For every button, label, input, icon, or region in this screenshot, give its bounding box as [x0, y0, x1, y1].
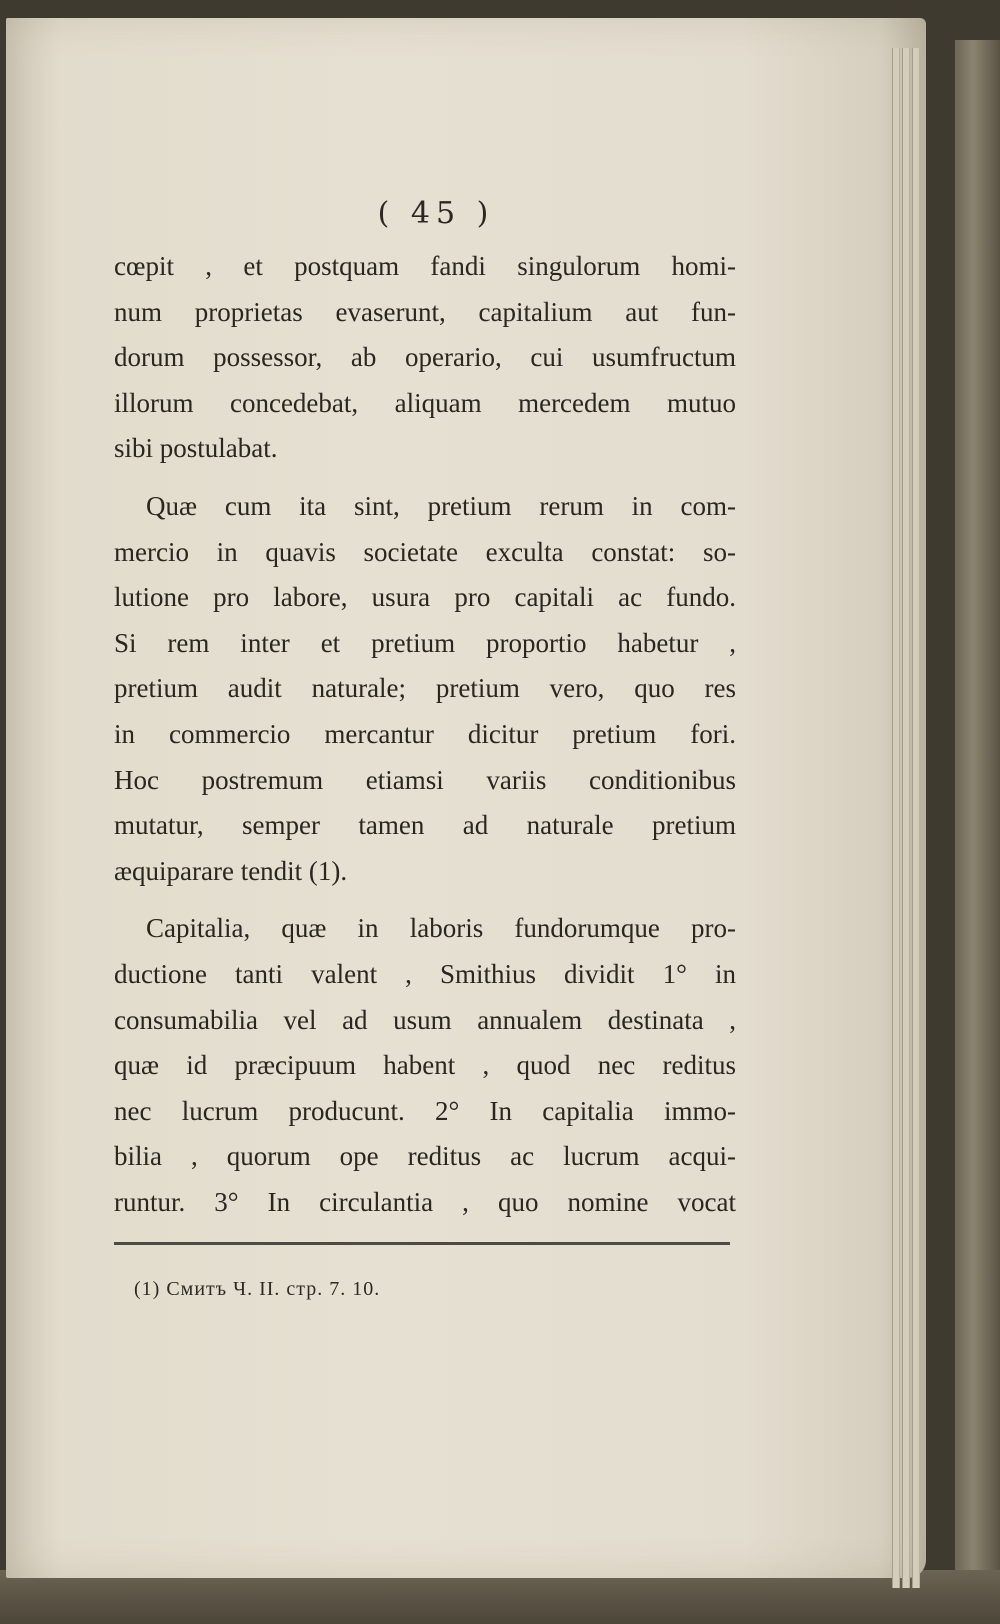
text-line: æquiparare tendit (1).	[114, 855, 348, 886]
text-line: ductione tanti valent , Smithius dividit 1° in	[114, 958, 736, 989]
page-edge-stack	[902, 48, 910, 1588]
text-line: consumabilia vel ad usum annualem destinata ,	[114, 1004, 736, 1035]
body-text	[114, 244, 736, 1237]
text-line: cœpit , et postquam fandi singulorum homi-	[114, 251, 736, 281]
text-line: mutatur, semper tamen ad naturale pretium	[114, 810, 736, 841]
text-line: dorum possessor, ab operario, cui usumfructum	[114, 342, 736, 373]
paper-page	[6, 18, 926, 1578]
text-line: Si rem inter et pretium proportio habetur ,	[114, 627, 736, 658]
text-line: quæ id præcipuum habent , quod nec reditus	[114, 1050, 736, 1081]
text-line: bilia , quorum ope reditus ac lucrum acqui-	[114, 1141, 736, 1172]
paragraph-2	[114, 484, 736, 894]
text-line: nec lucrum producunt. 2° In capitalia immo-	[114, 1095, 736, 1126]
text-line: num proprietas evaserunt, capitalium aut fun-	[114, 296, 736, 327]
text-line: runtur. 3° In circulantia , quo nomine vocat	[114, 1186, 736, 1217]
paragraph-1	[114, 244, 736, 472]
text-line: lutione pro labore, usura pro capitali ac fundo.	[114, 582, 736, 613]
text-line: mercio in quavis societate exculta constat: so-	[114, 536, 736, 567]
page-number: ( 45 )	[377, 196, 495, 231]
text-line: in commercio mercantur dicitur pretium fori.	[114, 718, 736, 749]
text-line: illorum concedebat, aliquam mercedem mutuo	[114, 387, 736, 418]
text-line: pretium audit naturale; pretium vero, quo res	[114, 673, 736, 704]
text-line: Capitalia, quæ in laboris fundorumque pro-	[146, 913, 736, 944]
page-edge-stack	[892, 48, 900, 1588]
text-line: sibi postulabat.	[114, 433, 278, 464]
footnote-divider	[114, 1242, 730, 1245]
book-bottom-edge	[0, 1570, 1000, 1624]
text-line: Quæ cum ita sint, pretium rerum in com-	[146, 490, 736, 521]
footnote: (1) Смитъ Ч. II. стр. 7. 10.	[134, 1278, 381, 1300]
text-line: Hoc postremum etiamsi variis conditionibus	[114, 764, 736, 795]
paragraph-3	[114, 906, 736, 1225]
page-edge-stack	[912, 48, 920, 1588]
book-spine	[955, 40, 1000, 1624]
